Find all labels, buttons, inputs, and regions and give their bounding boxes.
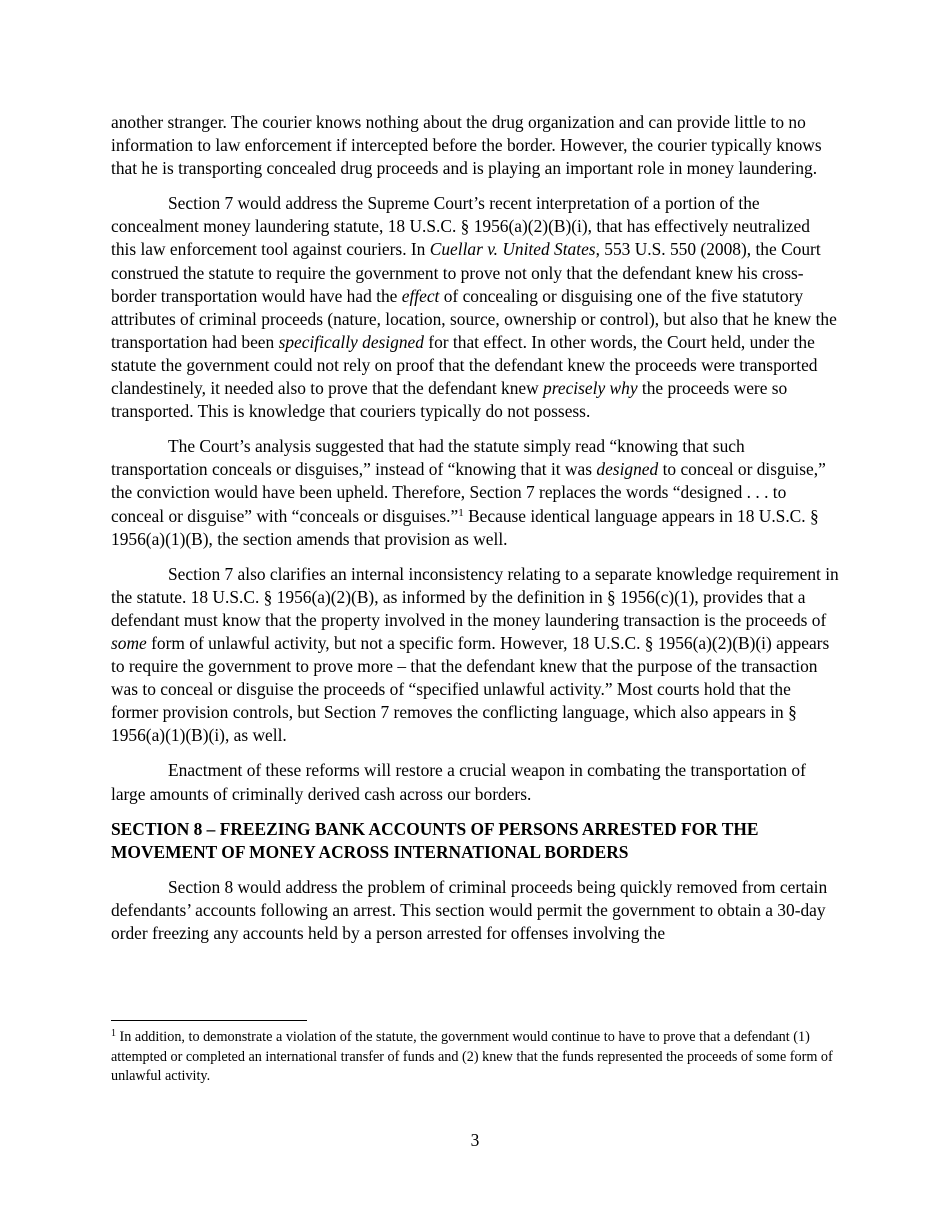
case-name: Cuellar v. United States [429, 239, 596, 260]
paragraph-internal-inconsistency [111, 563, 839, 748]
paragraph-courier: another stranger. The courier knows nothing about the drug organization and can provide little to no information to law enforcement if intercepted before the border. However, the courier typically knows that he is transporting concealed drug proceeds and is playing an important role in money laundering. [111, 112, 822, 179]
text-run: of concealing or disguising one of the five statutory attributes of criminal proceeds (nature, location, source, ownership or control), but also that he knew the transportation had been [111, 285, 837, 352]
emphasis-precisely-why: precisely why [543, 378, 638, 399]
emphasis-effect: effect [401, 285, 440, 306]
text-run: , 553 U.S. 550 (2008), the Court construed the statute to require the government to prove not only that the defendant knew his cross-border transportation would have had the [111, 239, 821, 306]
paragraph-court-analysis [111, 435, 839, 550]
paragraph-section7-cuellar [111, 192, 839, 423]
footnote-divider [111, 1020, 307, 1021]
paragraph-enactment: Enactment of these reforms will restore a crucial weapon in combating the transportation of large amounts of criminally derived cash across our borders. [111, 760, 806, 804]
footnote [111, 1028, 836, 1087]
text-run: Section 7 also clarifies an internal inconsistency relating to a separate knowledge requirement in the statute. 18 U.S.C. § 1956(a)(2)(B), as informed by the definition in § 1956(c)(1), provides that a defendant must know that the property involved in the money laundering transaction is the proceeds of [111, 563, 839, 630]
text-run: for that effect. In other words, the Court held, under the statute the government could not rely on proof that the defendant knew the proceeds were transported clandestinely, it needed also to prove that the defendant knew [111, 331, 818, 399]
text-run: to conceal or disguise,” the conviction would have been upheld. Therefore, Section 7 replaces the words “designed . . . to conceal or disguise” with “conceals or disguises.” [111, 459, 826, 526]
text-run: Because identical language appears in 18 U.S.C. § 1956(a)(1)(B), the section amends that provision as well. [111, 505, 819, 549]
text-run: Section 7 would address the Supreme Court’s recent interpretation of a portion of the concealment money laundering statute, 18 U.S.C. § 1956(a)(2)(B)(i), that has effectively neutralized this law enforcement tool against couriers. In [111, 193, 810, 260]
section-8-heading: SECTION 8 – FREEZING BANK ACCOUNTS OF PERSONS ARRESTED FOR THE MOVEMENT OF MONEY ACROSS INTERNATIONAL BORDERS [111, 818, 759, 862]
emphasis-some: some [111, 632, 147, 653]
paragraph-section8: Section 8 would address the problem of criminal proceeds being quickly removed from certain defendants’ accounts following an arrest. This section would permit the government to obtain a 30-day order freezing any accounts held by a person arrested for offenses involving the [111, 876, 828, 943]
footnote-text: In addition, to demonstrate a violation of the statute, the government would continue to have to prove that a defendant (1) attempted or completed an international transfer of funds and (2) knew that the funds represented the proceeds of some form of unlawful activity. [111, 1029, 833, 1084]
page-number: 3 [470, 1130, 480, 1150]
text-run: The Court’s analysis suggested that had the statute simply read “knowing that such transportation conceals or disguises,” instead of “knowing that it was [111, 436, 745, 480]
body-text [111, 111, 839, 957]
text-run: form of unlawful activity, but not a specific form. However, 18 U.S.C. § 1956(a)(2)(B)(i) appears to require the government to prove more – that the defendant knew that the purpose of the transaction was to conceal or disguise the proceeds of “specified unlawful activity.” Most courts hold that the former provision controls, but Section 7 removes the conflicting language, which also appears in § 1956(a)(1)(B)(i), as well. [111, 632, 830, 746]
footnote-number: 1 [111, 1028, 116, 1039]
text-run: the proceeds were so transported. This is knowledge that couriers typically do not possess. [111, 378, 788, 422]
footnote-reference[interactable]: 1 [458, 506, 464, 519]
emphasis-designed: designed [596, 459, 659, 480]
emphasis-specifically-designed: specifically designed [278, 331, 424, 352]
